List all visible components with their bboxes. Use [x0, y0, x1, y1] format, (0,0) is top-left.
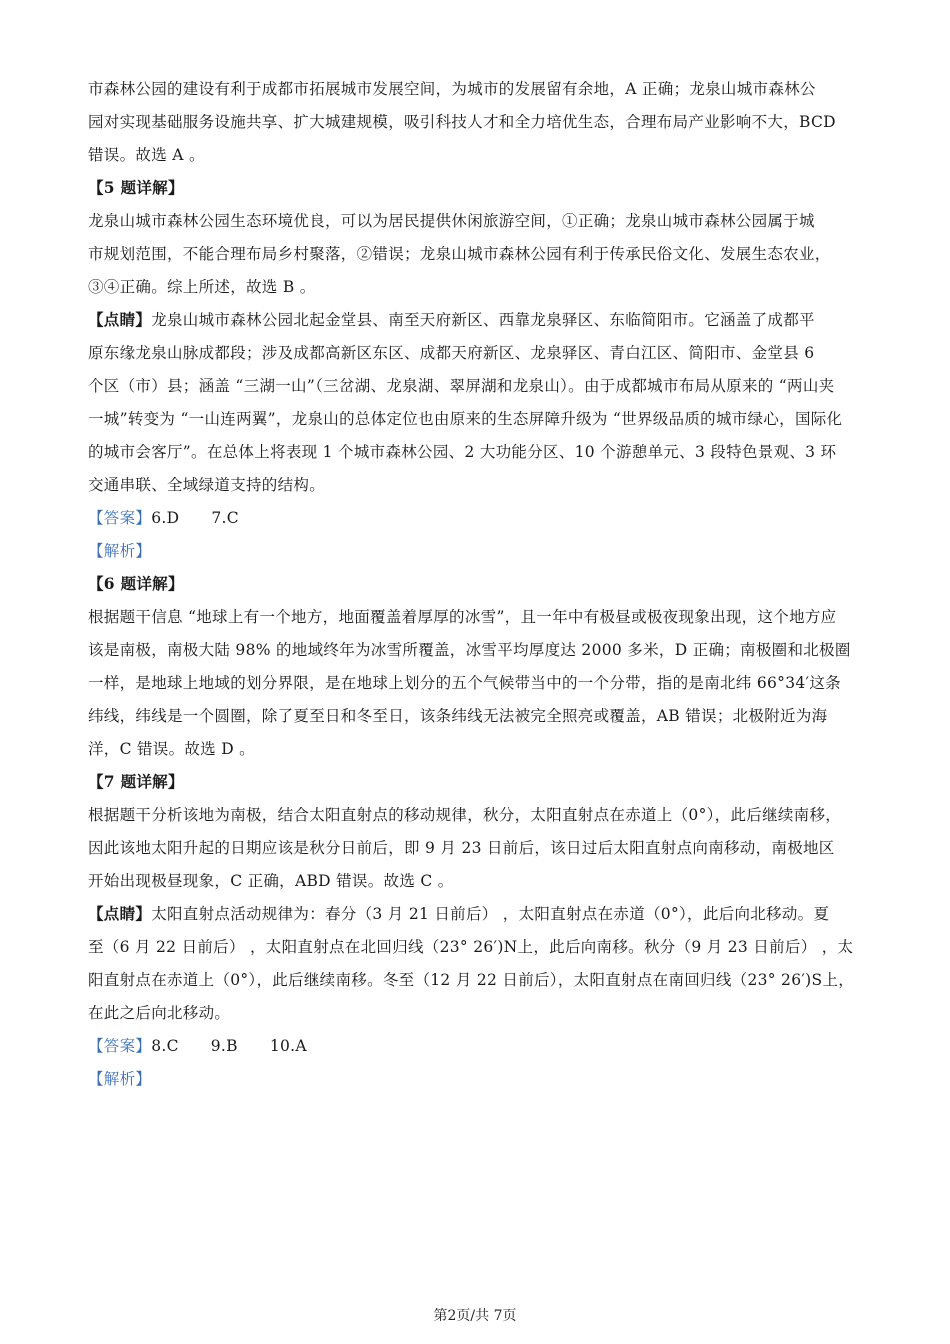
text-line: 至（6 月 22 日前后） ，太阳直射点在北回归线（23° 26′)N上，此后向南移。秋分（9 月 23 日前后） ，太 — [88, 938, 854, 956]
answer-item: 8.C — [151, 1037, 179, 1055]
answer-item: 6.D — [151, 509, 180, 527]
text-line: 一城”转变为 “一山连两翼”，龙泉山的总体定位也由原来的生态屏障升级为 “世界级品质的城市绿心，国际化 — [88, 410, 843, 428]
text-line: 该是南极，南极大陆 98% 的地域终年为冰雪所覆盖，冰雪平均厚度达 2000 多米，D 正确；南极圈和北极圈 — [88, 641, 851, 659]
text-line: 错误。故选 A 。 — [88, 146, 205, 164]
text-line: 洋，C 错误。故选 D 。 — [88, 740, 255, 758]
q7-header: 【7 题详解】 — [88, 772, 184, 791]
text-line: 纬线，纬线是一个圆圈，除了夏至日和冬至日，该条纬线无法被完全照亮或覆盖，AB 错误；北极附近为海 — [88, 707, 828, 725]
answer-line — [88, 1037, 878, 1055]
text-line: 根据题干信息 “地球上有一个地方，地面覆盖着厚厚的冰雪”，且一年中有极昼或极夜现象出现，这个地方应 — [88, 608, 837, 626]
text-line: 根据题干分析该地为南极，结合太阳直射点的移动规律，秋分，太阳直射点在赤道上（0°），此后继续南移， — [88, 806, 842, 824]
note-first-line — [88, 905, 878, 923]
note-tag: 【点睛】 — [88, 904, 152, 923]
text-line: 龙泉山城市森林公园生态环境优良，可以为居民提供休闲旅游空间，①正确；龙泉山城市森林公园属于城 — [88, 212, 815, 230]
note-text: 太阳直射点活动规律为：春分（3 月 21 日前后） ，太阳直射点在赤道（0°），此后向北移动。夏 — [151, 905, 830, 923]
document-body — [88, 80, 878, 1103]
text-line: 市森林公园的建设有利于成都市拓展城市发展空间，为城市的发展留有余地，A 正确；龙泉山城市森林公 — [88, 80, 816, 98]
q6-header: 【6 题详解】 — [88, 574, 184, 593]
text-line: 一样，是地球上地域的划分界限，是在地球上划分的五个气候带当中的一个分带，指的是南北纬 66°34′这条 — [88, 674, 841, 692]
text-line: 因此该地太阳升起的日期应该是秋分日前后，即 9 月 23 日前后，该日过后太阳直射点向南移动，南极地区 — [88, 839, 835, 857]
answer-tag: 【答案】 — [88, 1037, 152, 1055]
answer-item: 9.B — [210, 1037, 238, 1055]
q5-header: 【5 题详解】 — [88, 178, 184, 197]
note-first-line — [88, 311, 878, 329]
text-line: 园对实现基础服务设施共享、扩大城建规模，吸引科技人才和全力培优生态，合理布局产业影响不大，BCD — [88, 113, 836, 131]
analysis-label: 【解析】 — [88, 1070, 152, 1088]
text-line: 开始出现极昼现象，C 正确，ABD 错误。故选 C 。 — [88, 872, 454, 890]
text-line: 个区（市）县；涵盖 “三湖一山”（三岔湖、龙泉湖、翠屏湖和龙泉山）。由于成都城市布局从原来的 “两山夹 — [88, 377, 835, 395]
answer-tag: 【答案】 — [88, 509, 152, 527]
page-footer: 第2页/共 7页 — [433, 1308, 517, 1324]
note-tag: 【点睛】 — [88, 310, 152, 329]
text-line: 的城市会客厅”。在总体上将表现 1 个城市森林公园、2 大功能分区、10 个游憩单元、3 段特色景观、3 环 — [88, 443, 837, 461]
text-line: 阳直射点在赤道上（0°），此后继续南移。冬至（12 月 22 日前后），太阳直射点在南回归线（23° 26′)S上， — [88, 971, 855, 989]
answer-line — [88, 509, 878, 527]
text-line: 交通串联、全域绿道支持的结构。 — [88, 476, 326, 494]
text-line: ③④正确。综上所述，故选 B 。 — [88, 278, 316, 296]
note-text: 龙泉山城市森林公园北起金堂县、南至天府新区、西靠龙泉驿区、东临简阳市。它涵盖了成都平 — [151, 311, 815, 329]
analysis-label: 【解析】 — [88, 542, 152, 560]
text-line: 原东缘龙泉山脉成都段；涉及成都高新区东区、成都天府新区、龙泉驿区、青白江区、简阳市、金堂县 6 — [88, 344, 815, 362]
text-line: 市规划范围，不能合理布局乡村聚落，②错误；龙泉山城市森林公园有利于传承民俗文化、发展生态农业， — [88, 245, 831, 263]
answer-item: 7.C — [211, 509, 239, 527]
text-line: 在此之后向北移动。 — [88, 1004, 231, 1022]
answer-item: 10.A — [269, 1037, 307, 1055]
